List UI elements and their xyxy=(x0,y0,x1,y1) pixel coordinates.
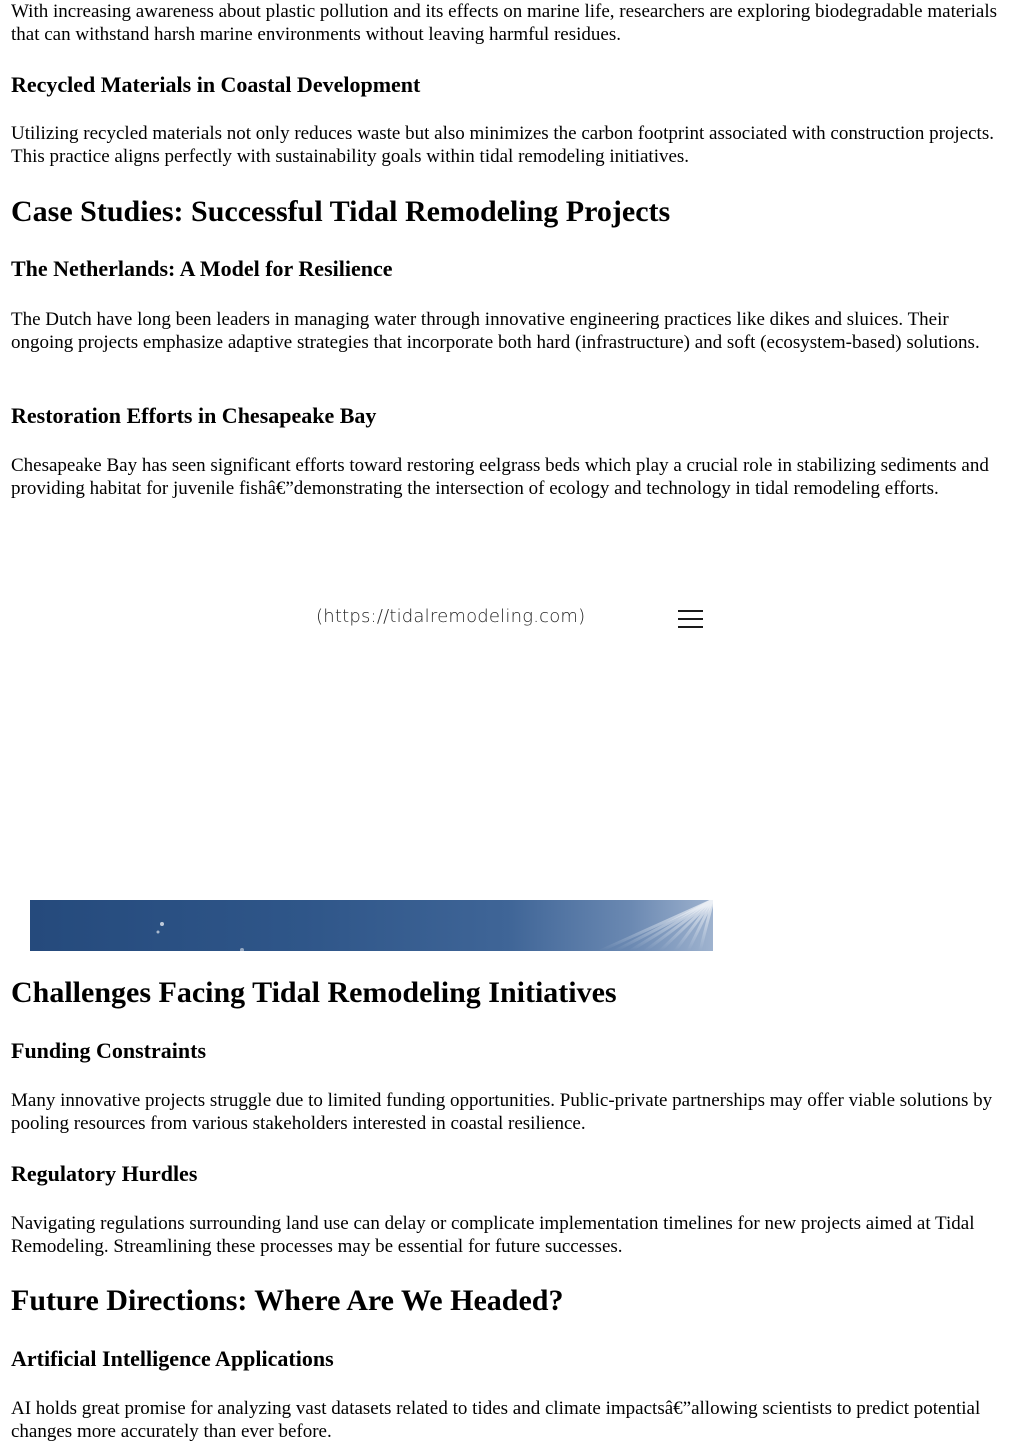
heading-case-studies: Case Studies: Successful Tidal Remodeling Projects xyxy=(11,195,671,228)
hero-image xyxy=(30,900,713,951)
intro-paragraph: With increasing awareness about plastic pollution and its effects on marine life, researchers are exploring biodegradable materials that can withstand harsh marine environments without leaving harmful residues. xyxy=(11,1,997,45)
paragraph-netherlands: The Dutch have long been leaders in managing water through innovative engineering practices like dikes and sluices. Their ongoing projects emphasize adaptive strategies that incorporate both hard (infrastructure) and soft (ecosystem-based) solutions. xyxy=(11,309,980,353)
heading-funding: Funding Constraints xyxy=(11,1038,207,1063)
light-rays-graphic xyxy=(30,900,713,951)
paragraph-funding: Many innovative projects struggle due to limited funding opportunities. Public-private partnerships may offer viable solutions by pooling resources from various stakeholders interested in coastal resilience. xyxy=(11,1090,993,1134)
hamburger-menu-icon[interactable] xyxy=(678,610,703,629)
heading-chesapeake: Restoration Efforts in Chesapeake Bay xyxy=(11,403,377,428)
site-home-link[interactable]: (https://tidalremodeling.com) xyxy=(316,606,586,627)
paragraph-regulatory: Navigating regulations surrounding land use can delay or complicate implementation timelines for new projects aimed at Tidal Remodeling. Streamlining these processes may be essential for future successes. xyxy=(11,1213,975,1257)
heading-netherlands: The Netherlands: A Model for Resilience xyxy=(11,256,393,281)
heading-future-directions: Future Directions: Where Are We Headed? xyxy=(11,1284,564,1317)
heading-ai-applications: Artificial Intelligence Applications xyxy=(11,1346,334,1371)
heading-challenges: Challenges Facing Tidal Remodeling Initiatives xyxy=(11,976,617,1009)
heading-recycled-materials: Recycled Materials in Coastal Development xyxy=(11,72,421,97)
site-header xyxy=(0,598,1024,638)
paragraph-chesapeake: Chesapeake Bay has seen significant efforts toward restoring eelgrass beds which play a crucial role in stabilizing sediments and providing habitat for juvenile fishâ€”demonstrating the intersection of ecology and technology in tidal remodeling efforts. xyxy=(11,455,989,499)
paragraph-ai-applications: AI holds great promise for analyzing vast datasets related to tides and climate impactsâ€”allowing scientists to predict potential changes more accurately than ever before. xyxy=(11,1398,981,1442)
heading-regulatory: Regulatory Hurdles xyxy=(11,1161,198,1186)
paragraph-recycled-materials: Utilizing recycled materials not only reduces waste but also minimizes the carbon footprint associated with construction projects. This practice aligns perfectly with sustainability goals within tidal remodeling initiatives. xyxy=(11,123,994,167)
